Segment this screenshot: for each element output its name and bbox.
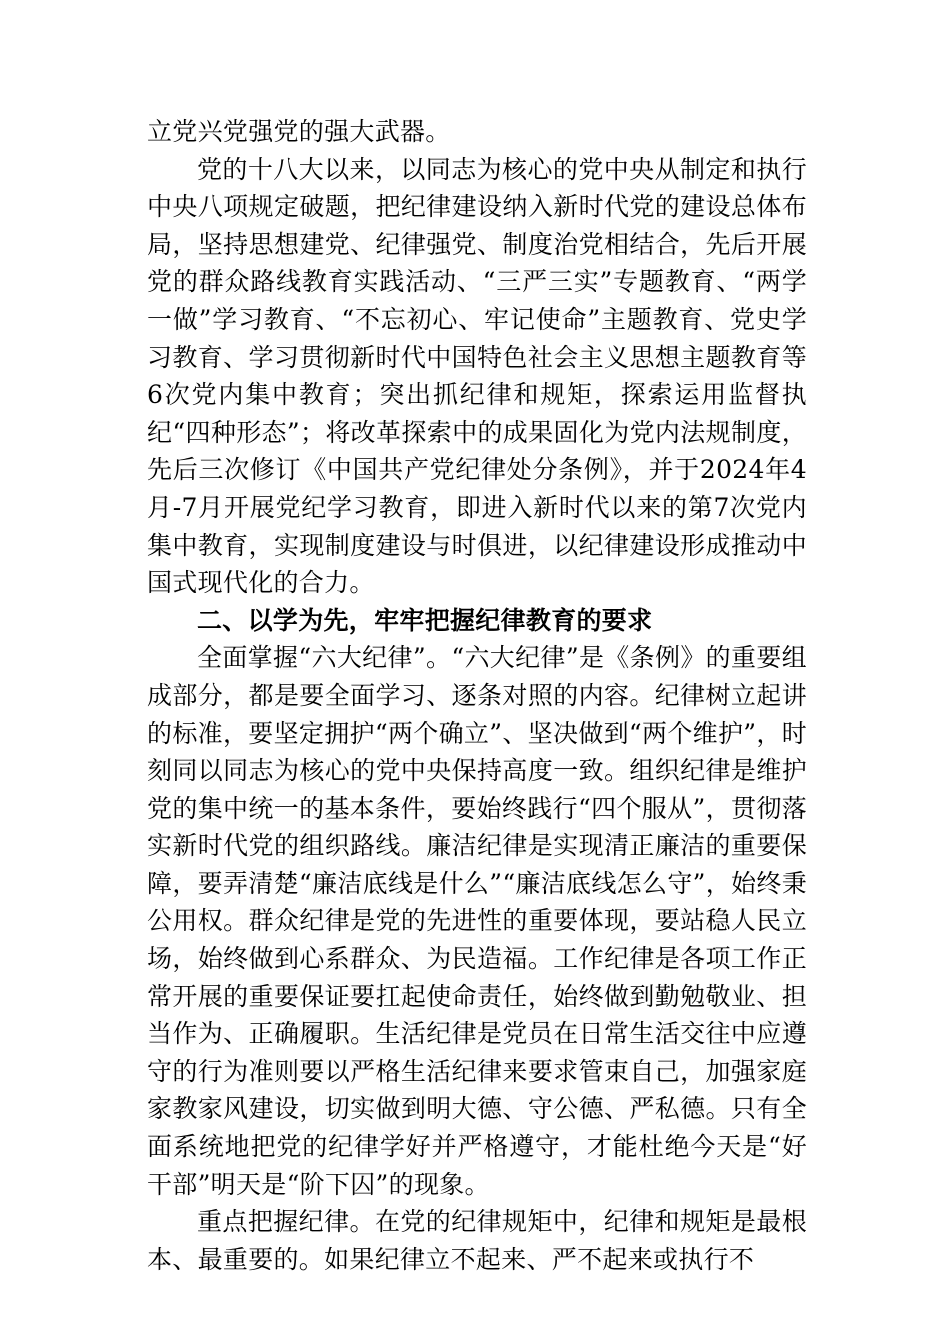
section-heading: 二、以学为先，牢牢把握纪律教育的要求 xyxy=(197,605,653,635)
document-page xyxy=(147,113,807,1278)
paragraph-key-discipline: 重点把握纪律。在党的纪律规矩中，纪律和规矩是最根本、最重要的。如果纪律立不起来、严不起来或执行不 xyxy=(147,1207,807,1274)
paragraph-six-disciplines: 全面掌握“六大纪律”。“六大纪律”是《条例》的重要组成部分，都是要全面学习、逐条对照的内容。纪律树立起讲的标准，要坚定拥护“两个确立”、坚决做到“两个维护”，时刻同以同志为核心的党中央保持高度一致。组织纪律是维护党的集中统一的基本条件，要始终践行“四个服从”，贯彻落实新时代党的组织路线。廉洁纪律是实现清正廉洁的重要保障，要弄清楚“廉洁底线是什么”“廉洁底线怎么守”，始终秉公用权。群众纪律是党的先进性的重要体现，要站稳人民立场，始终做到心系群众、为民造福。工作纪律是各项工作正常开展的重要保证要扛起使命责任，始终做到勤勉敬业、担当作为、正确履职。生活纪律是党员在日常生活交往中应遵守的行为准则要以严格生活纪律来要求管束自己，加强家庭家教家风建设，切实做到明大德、守公德、严私德。只有全面系统地把党的纪律学好并严格遵守，才能杜绝今天是“好干部”明天是“阶下囚”的现象。 xyxy=(147,643,807,1199)
paragraph-continuation: 立党兴党强党的强大武器。 xyxy=(147,117,451,146)
paragraph-party-discipline-history: 党的十八大以来，以同志为核心的党中央从制定和执行中央八项规定破题，把纪律建设纳入新时代党的建设总体布局，坚持思想建党、纪律强党、制度治党相结合，先后开展党的群众路线教育实践活动、“三严三实”专题教育、“两学一做”学习教育、“不忘初心、牢记使命”主题教育、党史学习教育、学习贯彻新时代中国特色社会主义思想主题教育等6次党内集中教育；突出抓纪律和规矩，探索运用监督执纪“四种形态”；将改革探索中的成果固化为党内法规制度，先后三次修订《中国共产党纪律处分条例》，并于2024年4月-7月开展党纪学习教育，即进入新时代以来的第7次党内集中教育，实现制度建设与时俱进，以纪律建设形成推动中国式现代化的合力。 xyxy=(147,154,807,598)
